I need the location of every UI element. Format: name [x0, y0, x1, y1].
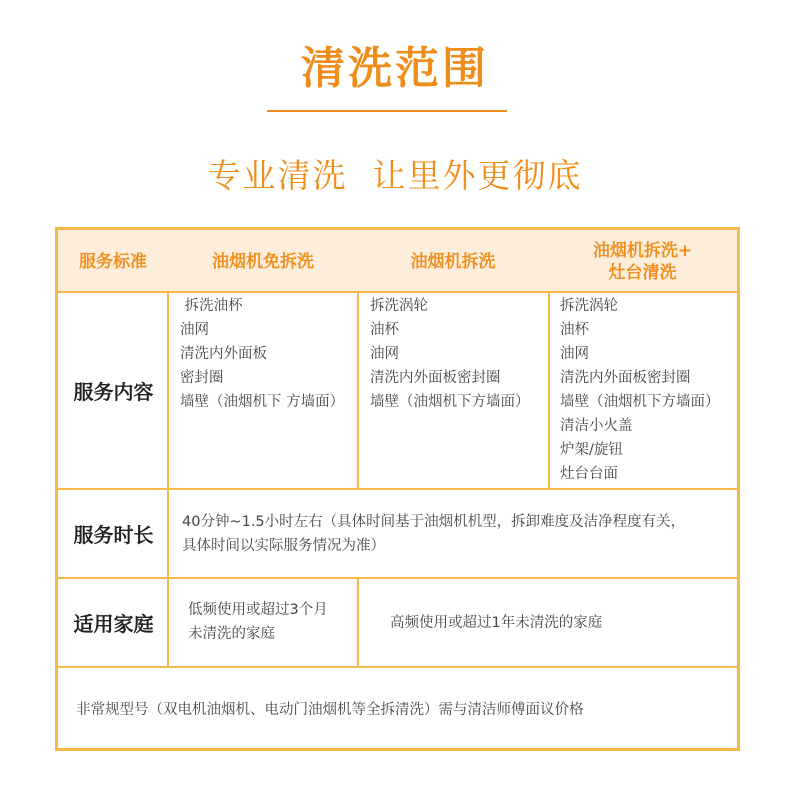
header-disassembly: 油烟机拆洗 — [410, 251, 496, 272]
list-item: 拆洗油杯 — [180, 298, 243, 314]
list-item: 灶台台面 — [560, 466, 618, 482]
service-table — [55, 227, 740, 751]
list-item: 清洗内外面板 — [180, 346, 267, 362]
page-subtitle: 专业清洗 让里外更彻底 — [207, 156, 583, 195]
duration-line-2: 具体时间以实际服务情况为准） — [182, 538, 385, 554]
list-item: 油杯 — [560, 322, 589, 338]
col-divider — [357, 577, 359, 666]
col-divider — [548, 291, 550, 488]
family-low-frequency — [188, 598, 328, 646]
list-item: 油网 — [560, 346, 589, 362]
family-high-frequency: 高频使用或超过1年未清洗的家庭 — [390, 615, 603, 631]
list-item: 清洁小火盖 — [560, 418, 633, 434]
header-service-standard: 服务标准 — [79, 251, 147, 272]
list-item: 油杯 — [370, 322, 399, 338]
list-item: 油网 — [370, 346, 399, 362]
list-item: 拆洗涡轮 — [560, 298, 618, 314]
list-item: 墙壁（油烟机下方墙面） — [560, 394, 720, 410]
title-underline — [267, 110, 507, 112]
family-line-1: 低频使用或超过3个月 — [188, 602, 328, 618]
list-item: 墙壁（油烟机下 方墙面） — [180, 394, 345, 410]
col-divider — [357, 291, 359, 488]
list-item: 清洗内外面板密封圈 — [560, 370, 691, 386]
list-item: 密封圈 — [180, 370, 224, 386]
row-label-content: 服务内容 — [73, 380, 154, 404]
page-title: 清洗范围 — [301, 43, 489, 94]
footnote: 非常规型号（双电机油烟机、电动门油烟机等全拆清洗）需与清洁师傅面议价格 — [76, 702, 584, 718]
header-no-disassembly: 油烟机免拆洗 — [212, 251, 314, 272]
list-item: 拆洗涡轮 — [370, 298, 428, 314]
content-list-no-disassembly — [180, 294, 344, 414]
duration-line-1: 40分钟~1.5小时左右（具体时间基于油烟机机型，拆卸难度及洁净程度有关， — [182, 514, 686, 530]
content-list-disassembly — [370, 294, 530, 414]
list-item: 油网 — [180, 322, 209, 338]
header-disassembly-stove: 油烟机拆洗+ 灶台清洗 — [592, 240, 693, 283]
list-item: 清洗内外面板密封圈 — [370, 370, 501, 386]
content-list-disassembly-stove — [560, 294, 720, 486]
row-divider — [58, 666, 737, 668]
row-label-duration: 服务时长 — [73, 523, 154, 547]
row-label-family: 适用家庭 — [73, 612, 154, 636]
list-item: 墙壁（油烟机下方墙面） — [370, 394, 530, 410]
list-item: 炉架/旋钮 — [560, 442, 623, 458]
duration-text — [182, 510, 685, 558]
family-line-2: 未清洗的家庭 — [188, 626, 275, 642]
